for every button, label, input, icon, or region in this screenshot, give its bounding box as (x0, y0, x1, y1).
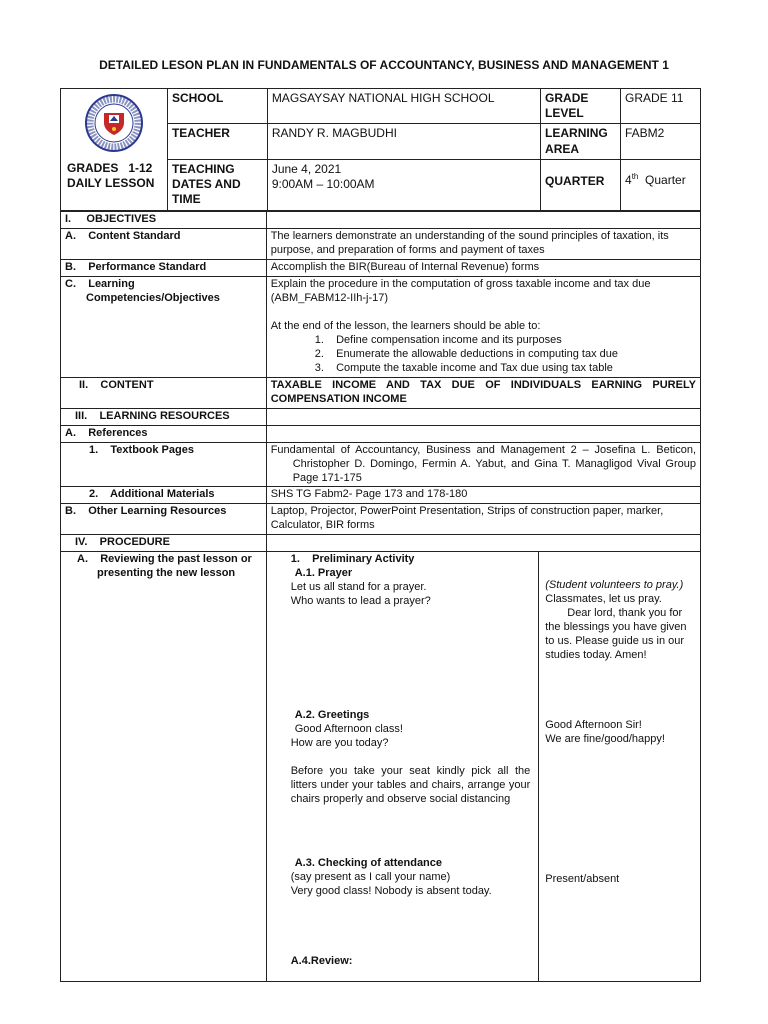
prayer-teacher-2: Who wants to lead a prayer? (290, 595, 431, 608)
lesson-plan-table (60, 211, 701, 982)
content-value: TAXABLE INCOME AND TAX DUE OF INDIVIDUALS EARNING PURELY COMPENSATION INCOME (266, 377, 700, 408)
date-value: June 4, 2021 (271, 161, 342, 176)
student-activity-cell (539, 552, 701, 982)
resources-heading: III. LEARNING RESOURCES (61, 408, 267, 425)
greetings-student-1: Good Afternoon Sir! (545, 719, 642, 732)
quarter-label: QUARTER (541, 159, 621, 210)
prayer-student-1: Classmates, let us pray. (545, 593, 662, 606)
attendance-title: A.3. Checking of attendance (294, 857, 443, 870)
objective-item: 2. Enumerate the allowable deductions in computing tax due (314, 347, 619, 360)
daily-lesson-label: DAILY LESSON (67, 176, 155, 191)
quarter-suffix: th (631, 171, 639, 181)
school-value: MAGSAYSAY NATIONAL HIGH SCHOOL (267, 89, 540, 124)
grade-level-label: GRADE LEVEL (541, 89, 621, 124)
review-label-cell (61, 552, 267, 982)
prayer-student-note: (Student volunteers to pray.) (545, 579, 684, 592)
teacher-value: RANDY R. MAGBUDHI (267, 124, 540, 159)
attendance-teacher-1: (say present as I call your name) (290, 871, 451, 883)
textbook-text: Fundamental of Accountancy, Business and Management 2 – Josefina L. Beticon, Christopher D. Domingo, Fermin A. Yabut, and Gina T. Managligod Vival Group Page 171-175 (270, 443, 696, 484)
teacher-activity-cell (266, 552, 539, 982)
review-title: A.4.Review: (290, 954, 353, 967)
procedure-heading: IV. PROCEDURE (61, 535, 267, 552)
other-resources-label: B. Other Learning Resources (61, 504, 267, 535)
time-value: 9:00AM – 10:00AM (271, 177, 375, 192)
textbook-label: 1. Textbook Pages (61, 442, 267, 487)
teaching-dates-value (267, 159, 540, 210)
prayer-student-2: Dear lord, thank you for the blessings you have given to us. Please guide us in our studies today. Amen! (545, 607, 687, 662)
performance-standard-value: Accomplish the BIR(Bureau of Internal Revenue) forms (266, 259, 700, 276)
quarter-value (621, 159, 701, 210)
objectives-heading: I. OBJECTIVES (61, 212, 267, 229)
competency-text: Explain the procedure in the computation of gross taxable income and tax due (ABM_FABM12-IIh-j-17) (270, 277, 651, 304)
objective-item: 3. Compute the taxable income and Tax due using tax table (314, 361, 613, 374)
content-standard-label: A. Content Standard (61, 228, 267, 259)
objectives-intro: At the end of the lesson, the learners should be able to: (270, 319, 541, 332)
learning-area-label: LEARNING AREA (541, 124, 621, 159)
prayer-title: A.1. Prayer (294, 567, 353, 580)
competencies-label-cell (61, 276, 267, 377)
deped-seal-icon (84, 93, 144, 153)
header-table (60, 88, 701, 211)
preliminary-activity: 1. Preliminary Activity (290, 553, 415, 566)
attendance-teacher-2: Very good class! Nobody is absent today. (290, 884, 492, 897)
quarter-number: 4 (625, 172, 632, 187)
performance-standard-label: B. Performance Standard (61, 259, 267, 276)
competencies-value (266, 276, 700, 377)
document-title: DETAILED LESON PLAN IN FUNDAMENTALS OF ACCOUNTANCY, BUSINESS AND MANAGEMENT 1 (99, 58, 669, 72)
competencies-label: C. Learning (65, 277, 135, 290)
review-label: A. Reviewing the past lesson or presenting the new lesson (77, 553, 255, 580)
logo-cell (61, 89, 168, 211)
teaching-dates-label: TEACHING DATES AND TIME (167, 159, 267, 210)
greetings-student-2: We are fine/good/happy! (545, 733, 665, 746)
references-label: A. References (61, 425, 267, 442)
competencies-label-2: Competencies/Objectives (86, 291, 220, 304)
textbook-value (266, 442, 700, 487)
additional-materials-label: 2. Additional Materials (61, 487, 267, 504)
grades-label: GRADES 1-12 (67, 161, 153, 175)
learning-area-value: FABM2 (621, 124, 701, 159)
additional-materials-value: SHS TG Fabm2- Page 173 and 178-180 (266, 487, 700, 504)
greetings-title: A.2. Greetings (294, 709, 370, 722)
content-label: II. CONTENT (61, 377, 267, 408)
quarter-word: Quarter (638, 172, 686, 187)
teacher-label: TEACHER (167, 124, 267, 159)
greetings-teacher-1: Good Afternoon class! (294, 723, 403, 736)
prayer-teacher-1: Let us all stand for a prayer. (290, 581, 427, 594)
content-standard-value: The learners demonstrate an understanding of the sound principles of taxation, its purpose, and preparation of forms and payment of taxes (266, 228, 700, 259)
objective-item: 1. Define compensation income and its purposes (314, 333, 562, 346)
greetings-teacher-2: How are you today? (290, 737, 389, 750)
greetings-teacher-3: Before you take your seat kindly pick all the litters under your tables and chairs, arrange your chairs properly and observe social distancing (290, 765, 531, 806)
school-label: SCHOOL (167, 89, 267, 124)
other-resources-value: Laptop, Projector, PowerPoint Presentation, Strips of construction paper, marker, Calculator, BIR forms (266, 504, 700, 535)
grade-level-value: GRADE 11 (621, 89, 701, 124)
attendance-student: Present/absent (545, 873, 620, 886)
